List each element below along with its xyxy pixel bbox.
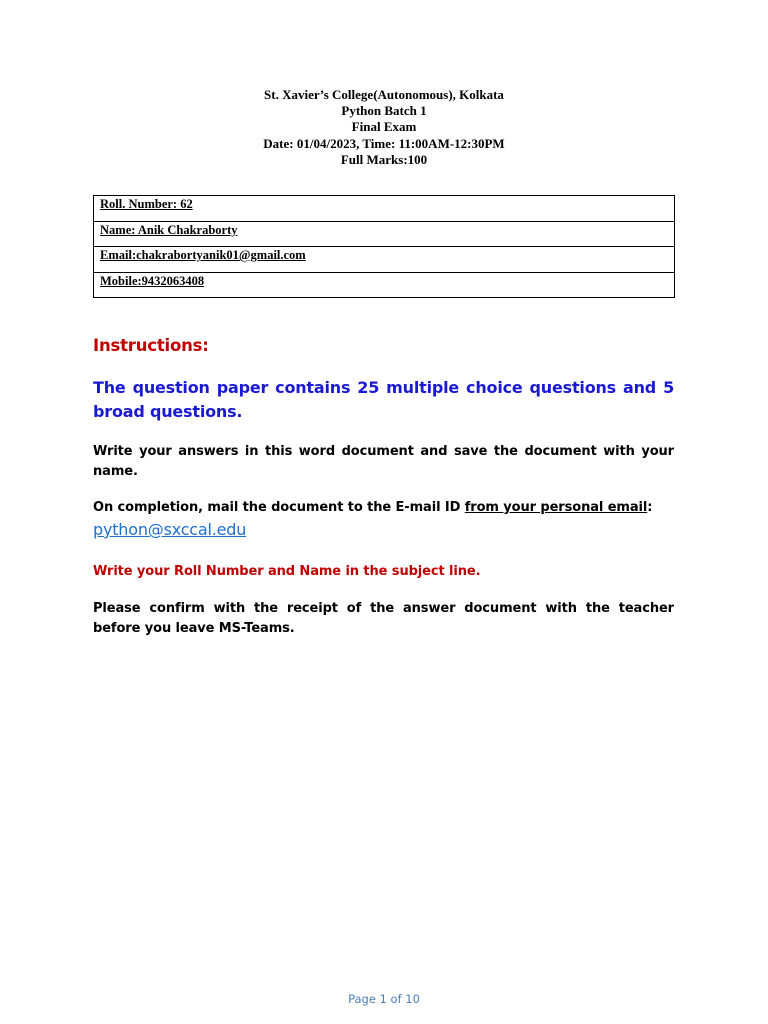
table-row — [94, 221, 675, 247]
roll-number: Roll. Number: 62 — [100, 197, 193, 211]
question-summary: The question paper contains 25 multiple choice questions and 5 broad questions. — [93, 378, 674, 421]
subject-line-instruction: Write your Roll Number and Name in the subject line. — [93, 564, 481, 579]
student-email: Email:chakrabortyanik01@gmail.com — [100, 248, 306, 262]
mail-instruction-prefix: On completion, mail the document to the E-mail ID — [93, 500, 465, 515]
exam-name: Final Exam — [351, 119, 417, 135]
mail-instruction-underlined: from your personal email — [464, 500, 648, 515]
student-info-table — [93, 195, 675, 298]
email-cell — [94, 247, 675, 273]
table-row — [94, 272, 675, 298]
page-number: Page 1 of 10 — [348, 992, 420, 1006]
table-row — [94, 196, 675, 222]
mail-instruction — [93, 498, 674, 518]
student-mobile: Mobile:9432063408 — [100, 273, 205, 288]
write-instruction: Write your answers in this word document and save the document with your name. — [93, 444, 674, 479]
student-name: Name: Anik Chakraborty — [100, 222, 238, 237]
exam-date-time: Date: 01/04/2023, Time: 11:00AM-12:30PM — [263, 135, 505, 151]
submission-email-link[interactable]: python@sxccal.edu — [93, 520, 247, 539]
name-cell — [94, 221, 675, 247]
instructions-heading: Instructions: — [93, 336, 209, 355]
college-name: St. Xavier’s College(Autonomous), Kolkata — [264, 87, 504, 102]
mail-instruction-suffix: : — [647, 500, 653, 515]
batch-name: Python Batch 1 — [341, 103, 427, 119]
mobile-cell — [94, 272, 675, 298]
table-row — [94, 247, 675, 273]
confirm-instruction: Please confirm with the receipt of the answer document with the teacher before you leave MS-Teams. — [93, 601, 674, 636]
roll-number-cell — [94, 196, 675, 222]
document-header — [0, 87, 768, 168]
full-marks: Full Marks:100 — [340, 151, 428, 167]
